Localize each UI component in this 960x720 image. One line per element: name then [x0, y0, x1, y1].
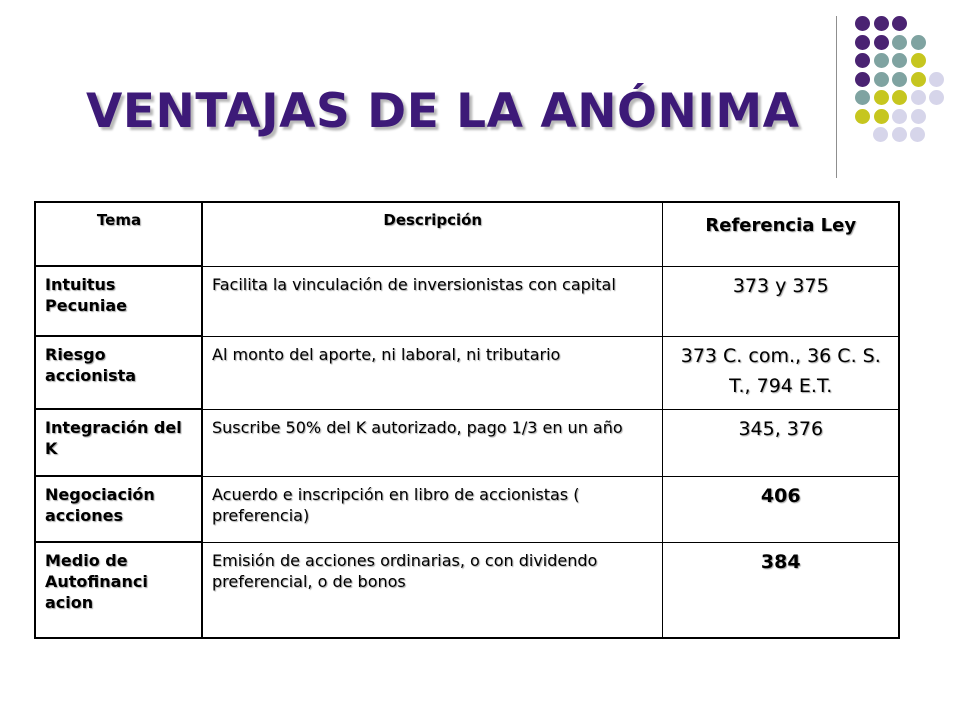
row-descripcion: Suscribe 50% del K autorizado, pago 1/3 en un año [202, 409, 662, 476]
header-referencia: Referencia Ley [662, 202, 899, 266]
row-descripcion: Acuerdo e inscripción en libro de accionistas ( preferencia) [202, 476, 662, 542]
decorative-dot [855, 53, 870, 68]
decorative-dot [874, 109, 889, 124]
divider-line [836, 16, 837, 178]
decorative-dot [855, 109, 870, 124]
table-header-row [35, 202, 899, 266]
row-tema: Riesgo accionista [35, 336, 202, 409]
header-descripcion: Descripción [202, 202, 662, 266]
decorative-dot [910, 127, 925, 142]
decorative-dot [855, 72, 870, 87]
slide-title: VENTAJAS DE LA ANÓNIMA [86, 84, 800, 139]
decorative-dot [855, 35, 870, 50]
row-tema: Integración del K [35, 409, 202, 476]
row-tema: Intuitus Pecuniae [35, 266, 202, 336]
table-row [35, 409, 899, 476]
decorative-dot [892, 16, 907, 31]
decorative-dot [892, 90, 907, 105]
row-referencia: 345, 376 [662, 409, 899, 476]
decorative-dot [929, 90, 944, 105]
row-referencia: 384 [662, 542, 899, 638]
decorative-dot [873, 127, 888, 142]
decorative-dot [874, 72, 889, 87]
decorative-dot [929, 72, 944, 87]
row-referencia: 406 [662, 476, 899, 542]
decorative-dot [911, 109, 926, 124]
decorative-dot [911, 90, 926, 105]
decorative-dot [874, 35, 889, 50]
decorative-dot [911, 53, 926, 68]
row-descripcion: Al monto del aporte, ni laboral, ni tributario [202, 336, 662, 409]
row-referencia: 373 C. com., 36 C. S. T., 794 E.T. [662, 336, 899, 409]
table-row [35, 542, 899, 638]
row-referencia: 373 y 375 [662, 266, 899, 336]
decorative-dot [892, 35, 907, 50]
row-tema: Medio de Autofinanci acion [35, 542, 202, 638]
decorative-dot [911, 35, 926, 50]
table-row [35, 336, 899, 409]
decorative-dot [892, 72, 907, 87]
decorative-dot [892, 53, 907, 68]
decorative-dot [892, 109, 907, 124]
decorative-dot [874, 53, 889, 68]
decorative-dot [855, 90, 870, 105]
table-row [35, 476, 899, 542]
decorative-dot [911, 72, 926, 87]
advantages-table [34, 201, 900, 639]
decorative-dot [892, 127, 907, 142]
table-row [35, 266, 899, 336]
row-descripcion: Emisión de acciones ordinarias, o con dividendo preferencial, o de bonos [202, 542, 662, 638]
decorative-dot [874, 16, 889, 31]
row-tema: Negociación acciones [35, 476, 202, 542]
decorative-dot [874, 90, 889, 105]
row-descripcion: Facilita la vinculación de inversionistas con capital [202, 266, 662, 336]
decorative-dot [855, 16, 870, 31]
header-tema: Tema [35, 202, 202, 266]
